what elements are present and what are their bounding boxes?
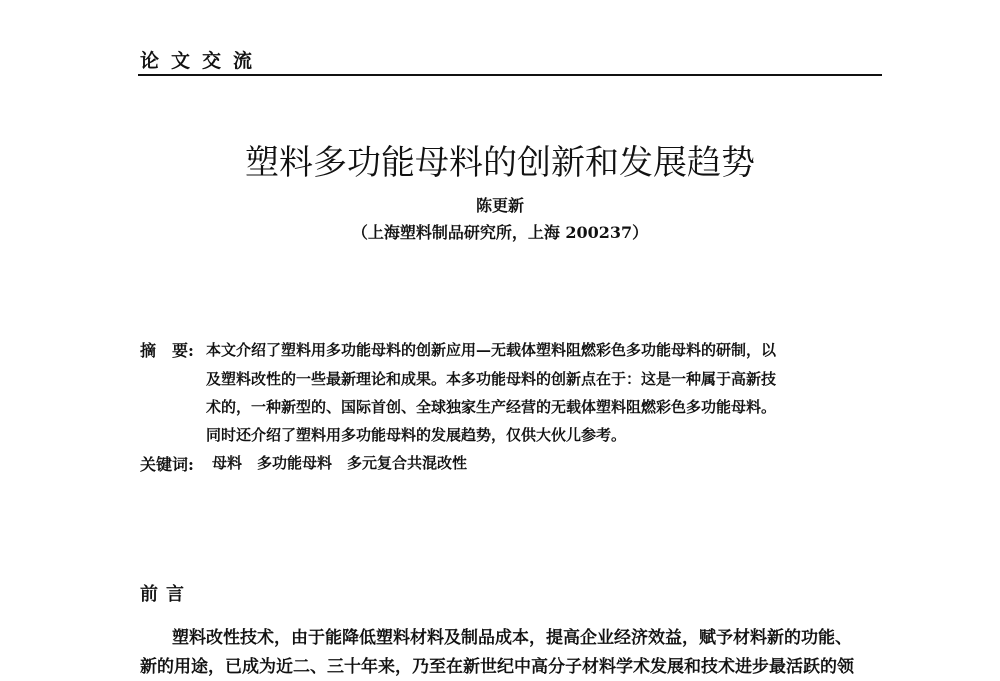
intro-heading: 前言 [140, 584, 192, 605]
abstract-line: 及塑料改性的一些最新理论和成果。本多功能母料的创新点在于：这是一种属于高新技 [206, 370, 777, 388]
abstract-label: 摘 要: [140, 341, 194, 360]
header-rule [138, 74, 882, 76]
abstract-line: 同时还介绍了塑料用多功能母料的发展趋势，仅供大伙儿参考。 [206, 426, 627, 444]
abstract-line: 术的，一种新型的、国际首创、全球独家生产经营的无载体塑料阻燃彩色多功能母料。 [206, 398, 777, 416]
author-affiliation: （上海塑料制品研究所，上海 200237） [351, 223, 649, 242]
paper-title: 塑料多功能母料的创新和发展趋势 [245, 143, 755, 183]
author-name: 陈更新 [475, 196, 524, 215]
keywords-label: 关键词: [140, 455, 194, 474]
journal-section-header: 论文交流 [140, 50, 265, 72]
body-paragraph-line: 新的用途，已成为近二、三十年来，乃至在新世纪中高分子材料学术发展和技术进步最活跃的领 [140, 657, 854, 677]
abstract-line: 本文介绍了塑料用多功能母料的创新应用—无载体塑料阻燃彩色多功能母料的研制，以 [206, 341, 777, 359]
body-paragraph-line: 塑料改性技术，由于能降低塑料材料及制品成本，提高企业经济效益，赋予材料新的功能、 [172, 628, 852, 648]
keywords-text: 母料 多功能母料 多元复合共混改性 [212, 454, 468, 472]
